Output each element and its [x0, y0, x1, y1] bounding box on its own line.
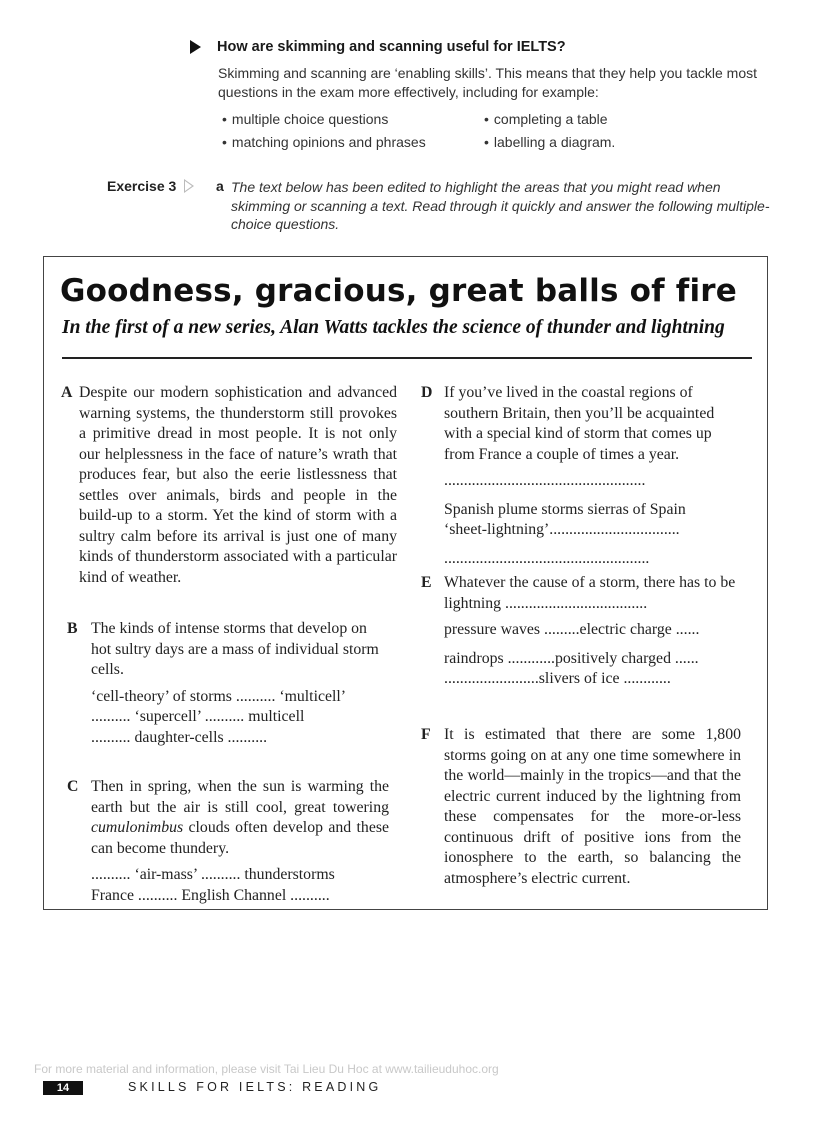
paragraph-letter: C [67, 778, 79, 795]
note-line: .................................................... [444, 549, 650, 567]
book-title: SKILLS FOR IELTS: READING [128, 1080, 382, 1094]
paragraph-notes [91, 687, 401, 749]
bullet-item: • multiple choice questions [218, 108, 480, 131]
paragraph-letter: F [421, 726, 431, 743]
note-line: Spanish plume storms sierras of Spain [444, 500, 686, 518]
paragraph-text: It is estimated that there are some 1,800 storms going on at any one time somewhere in the world—mainly in the tropics—and that the electric current induced by the lightning from these compensates for the more-or-less continuous drift of positive ions from the ionosphere to the earth, so balancing the atmosphere’s electric current. [444, 726, 741, 887]
paragraph-notes [444, 620, 744, 690]
bullet-item: • labelling a diagram. [480, 131, 740, 154]
paragraph-notes [444, 471, 744, 569]
paragraph-text [91, 777, 389, 859]
exercise-instruction: The text below has been edited to highlight the areas that you might read when skimming or scanning a text. Read through it quickly and answer the following multiple-choice questions. [231, 179, 770, 232]
intro-bullet-list [218, 108, 778, 154]
paragraph-text: The kinds of intense storms that develop on hot sultry days are a mass of individual storm cells. [91, 620, 379, 678]
intro-paragraph: Skimming and scanning are ‘enabling skills’. This means that they help you tackle most questions in the exam more effectively, including for example: [218, 65, 758, 100]
paragraph-d [421, 383, 744, 569]
note-line: .......... ‘supercell’ .......... multicell [91, 708, 305, 725]
play-arrow-icon [190, 40, 201, 54]
article-box [43, 256, 768, 910]
section-heading [190, 39, 566, 55]
article-title: Goodness, gracious, great balls of fire [60, 273, 738, 309]
paragraph-a [61, 383, 397, 588]
note-line: ‘sheet-lightning’................................. [444, 521, 680, 538]
paragraph-letter: D [421, 384, 433, 401]
paragraph-notes [91, 865, 389, 906]
paragraph-letter: A [61, 384, 73, 401]
note-line: ................................................... [444, 472, 646, 489]
section-heading-text: How are skimming and scanning useful for IELTS? [217, 39, 566, 55]
exercise-label-text: Exercise 3 [107, 178, 177, 194]
exercise-label [107, 178, 194, 194]
paragraph-text: Despite our modern sophistication and advanced warning systems, the thunderstorm still provokes a primitive dread in most people. It is not only our helplessness in the face of nature’s wrath that produces fear, but also the eerie listlessness that settles over animals, birds and people in the build-up to a storm. Yet the kind of storm with a sultry calm before its arrival is just one of many kinds of thunderstorm associated with a particular kind of weather. [79, 384, 397, 586]
note-line: pressure waves .........electric charge ...... [444, 621, 700, 638]
paragraph-letter: B [67, 620, 78, 637]
text-run: clouds often develop and these can become thundery. [91, 819, 389, 857]
bullet-item: • completing a table [480, 108, 740, 131]
note-line: raindrops ............positively charged ...... [444, 649, 699, 667]
bullet-item: • matching opinions and phrases [218, 131, 480, 154]
note-line: ‘cell-theory’ of storms .......... ‘multicell’ [91, 687, 347, 705]
article-subtitle: In the first of a new series, Alan Watts tackles the science of thunder and lightning [62, 317, 725, 338]
paragraph-text: If you’ve lived in the coastal regions of southern Britain, then you’ll be acquainted with a special kind of storm that comes up from France a couple of times a year. [444, 384, 715, 463]
italic-term: cumulonimbus [91, 819, 184, 836]
exercise-part-letter: a [216, 178, 224, 194]
exercise-arrow-icon [184, 179, 194, 193]
paragraph-b [67, 619, 401, 748]
paragraph-f [421, 725, 741, 889]
note-line: .......... daughter-cells .......... [91, 728, 268, 746]
paragraph-e [421, 573, 744, 690]
title-divider [62, 357, 752, 359]
paragraph-c [67, 777, 389, 906]
page-number: 14 [43, 1081, 83, 1095]
watermark-link-text: For more material and information, please visit Tai Lieu Du Hoc at www.tailieuduhoc.org [34, 1062, 499, 1076]
note-line: .......... ‘air-mass’ .......... thunderstorms [91, 866, 335, 883]
paragraph-text: Whatever the cause of a storm, there has to be lightning .................................... [444, 574, 736, 612]
note-line: ........................slivers of ice ............ [444, 670, 671, 687]
text-run: Then in spring, when the sun is warming the earth but the air is still cool, great towering [91, 778, 389, 816]
note-line: France .......... English Channel .......... [91, 886, 330, 904]
paragraph-letter: E [421, 574, 432, 591]
